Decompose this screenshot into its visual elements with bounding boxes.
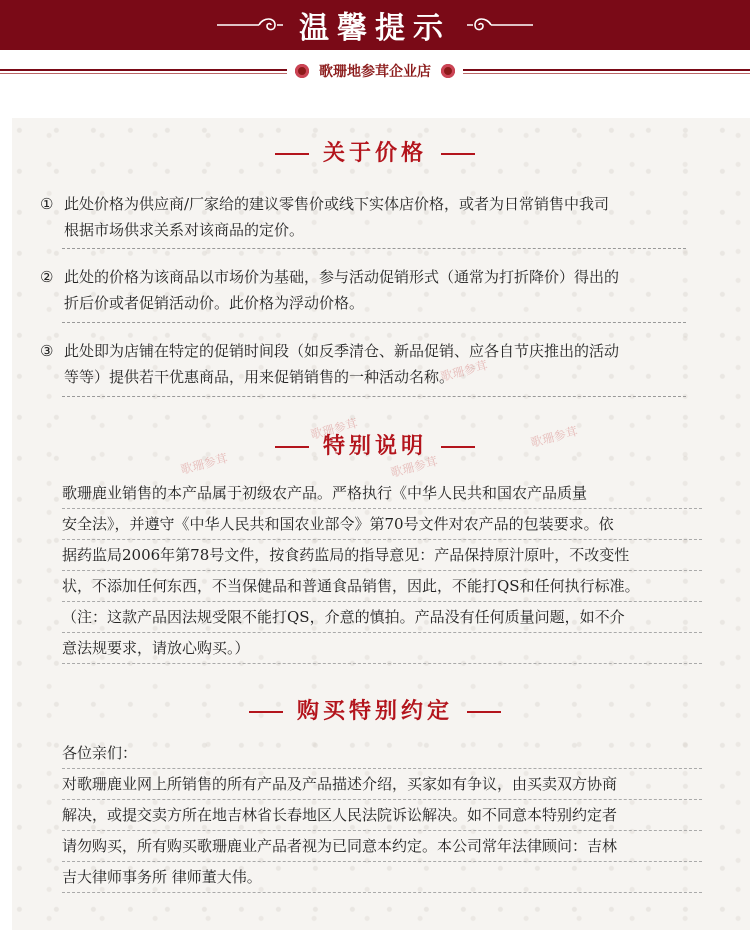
para-line: 状，不添加任何东西，不当保健品和普通食品销售，因此，不能打QS和任何执行标准。 [62, 571, 702, 602]
item-text: 此处即为店铺在特定的促销时间段（如反季清仓、新品促销、应各自节庆推出的活动 [64, 342, 620, 360]
para-line: 对歌珊鹿业网上所销售的所有产品及产品描述介绍，买家如有争议，由买卖双方协商 [62, 769, 702, 800]
store-name-box [287, 58, 463, 84]
title-dash-left [249, 711, 283, 713]
store-name: 歌珊地参茸企业店 [319, 64, 431, 80]
title-dash-left [275, 446, 309, 448]
watermark: 歌珊参茸 [529, 424, 580, 450]
dotted-divider [62, 396, 686, 397]
title-dash-right [441, 446, 475, 448]
pricing-item-2 [40, 264, 700, 316]
special-section-title [0, 429, 750, 460]
item-text: 等等）提供若干优惠商品，用来促销销售的一种活动名称。 [64, 368, 455, 386]
title-dash-right [467, 711, 501, 713]
para-line: 据药监局2006年第78号文件，按食药监局的指导意见：产品保持原汁原叶，不改变性 [62, 540, 702, 571]
watermark: 歌珊参茸 [389, 454, 440, 480]
item-number: ② [40, 268, 54, 286]
header-title-row [0, 0, 750, 50]
item-number: ① [40, 195, 54, 213]
item-number: ③ [40, 342, 54, 360]
special-paragraph [62, 478, 702, 664]
pricing-title-text: 关于价格 [322, 140, 427, 166]
special-title-text: 特别说明 [322, 433, 427, 459]
watermark: 歌珊参茸 [179, 451, 230, 477]
para-line: 请勿购买，所有购买歌珊鹿业产品者视为已同意本约定。本公司常年法律顾问：吉林 [62, 831, 702, 862]
right-dot-icon [441, 64, 455, 78]
page-title: 温馨提示 [299, 11, 451, 46]
title-dash-left [275, 153, 309, 155]
para-line: 各位亲们： [62, 738, 702, 769]
item-text: 此处的价格为该商品以市场价为基础，参与活动促销形式（通常为打折降价）得出的 [64, 268, 620, 286]
para-line: 意法规要求，请放心购买。） [62, 633, 702, 664]
para-line: 歌珊鹿业销售的本产品属于初级农产品。严格执行《中华人民共和国农产品质量 [62, 478, 702, 509]
para-line: 解决，或提交卖方所在地吉林省长春地区人民法院诉讼解决。如不同意本特别约定者 [62, 800, 702, 831]
left-swirl-ornament-icon [215, 15, 285, 35]
title-dash-right [441, 153, 475, 155]
left-dot-icon [295, 64, 309, 78]
pricing-item-1 [40, 191, 700, 243]
para-line: 吉大律师事务所 律师董大伟。 [62, 862, 702, 893]
para-line: 安全法》，并遵守《中华人民共和国农业部令》第70号文件对农产品的包装要求。依 [62, 509, 702, 540]
watermark: 歌珊参茸 [439, 358, 490, 384]
agreement-section-title [0, 694, 750, 725]
watermark: 歌珊参茸 [309, 416, 360, 442]
right-swirl-ornament-icon [465, 15, 535, 35]
item-text: 此处价格为供应商/厂家给的建议零售价或线下实体店价格，或者为日常销售中我司 [64, 195, 610, 213]
item-text: 折后价或者促销活动价。此价格为浮动价格。 [64, 294, 365, 312]
item-text: 根据市场供求关系对该商品的定价。 [64, 221, 305, 239]
dotted-divider [62, 248, 686, 249]
pricing-section-title [0, 136, 750, 167]
agreement-title-text: 购买特别约定 [296, 698, 453, 724]
para-line: （注：这款产品因法规受限不能打QS，介意的慎拍。产品没有任何质量问题，如不介 [62, 602, 702, 633]
agreement-paragraph [62, 738, 702, 893]
store-name-row [0, 58, 750, 84]
dotted-divider [62, 322, 686, 323]
pricing-item-3 [40, 338, 700, 390]
